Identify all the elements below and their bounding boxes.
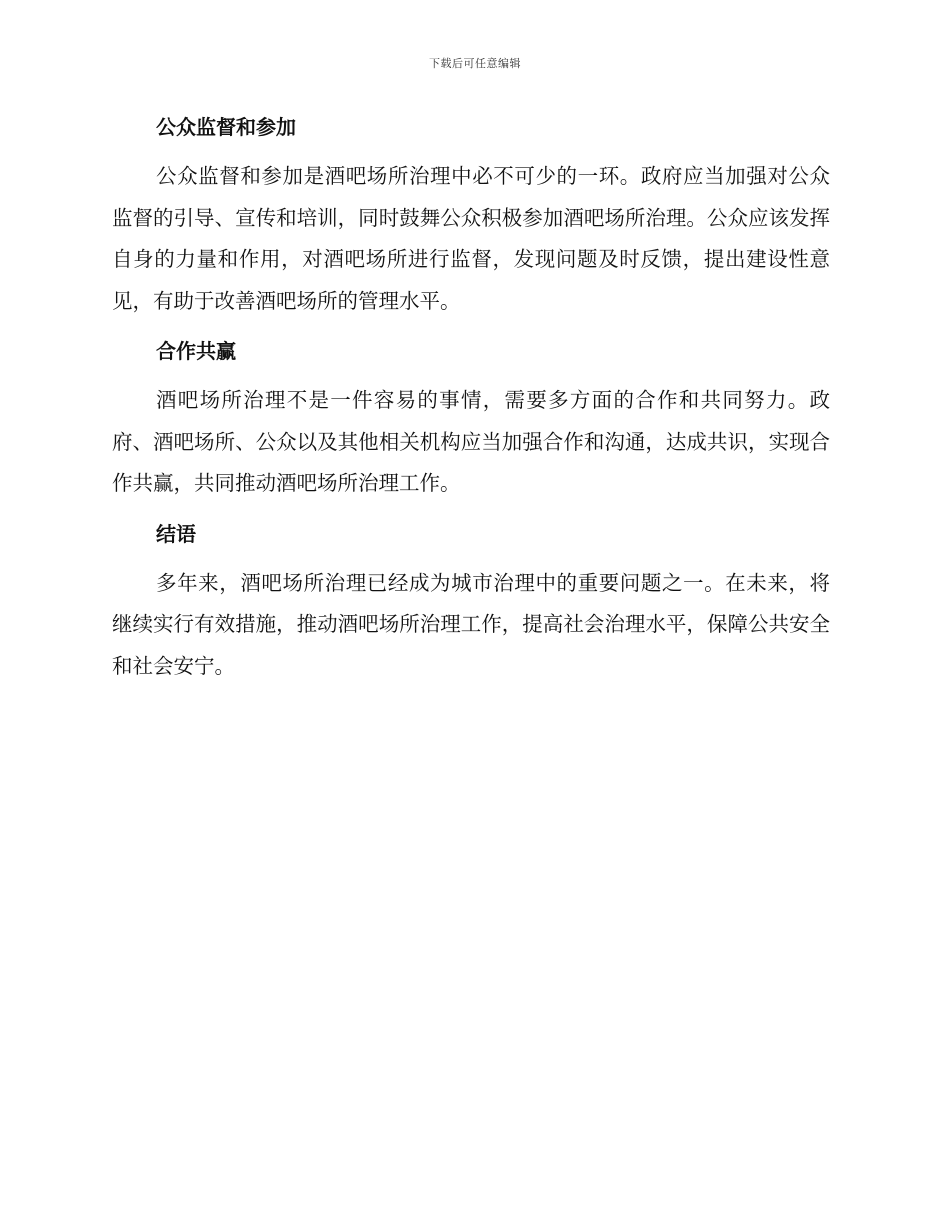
document-body bbox=[112, 112, 830, 701]
section-paragraph-public-supervision: 公众监督和参加是酒吧场所治理中必不可少的一环。政府应当加强对公众监督的引导、宣传和培训，同时鼓舞公众积极参加酒吧场所治理。公众应该发挥自身的力量和作用，对酒吧场所进行监督，发现问题及时反馈，提出建设性意见，有助于改善酒吧场所的管理水平。 bbox=[112, 164, 830, 313]
section-paragraph-conclusion: 多年来，酒吧场所治理已经成为城市治理中的重要问题之一。在未来，将继续实行有效措施，推动酒吧场所治理工作，提高社会治理水平，保障公共安全和社会安宁。 bbox=[112, 570, 830, 678]
header-note: 下载后可任意编辑 bbox=[429, 57, 521, 70]
section-heading-conclusion: 结语 bbox=[156, 521, 196, 546]
section-heading-cooperation: 合作共赢 bbox=[156, 339, 236, 363]
section-heading-public-supervision: 公众监督和参加 bbox=[156, 115, 296, 139]
section-paragraph-cooperation: 酒吧场所治理不是一件容易的事情，需要多方面的合作和共同努力。政府、酒吧场所、公众以及其他相关机构应当加强合作和沟通，达成共识，实现合作共赢，共同推动酒吧场所治理工作。 bbox=[112, 388, 830, 495]
